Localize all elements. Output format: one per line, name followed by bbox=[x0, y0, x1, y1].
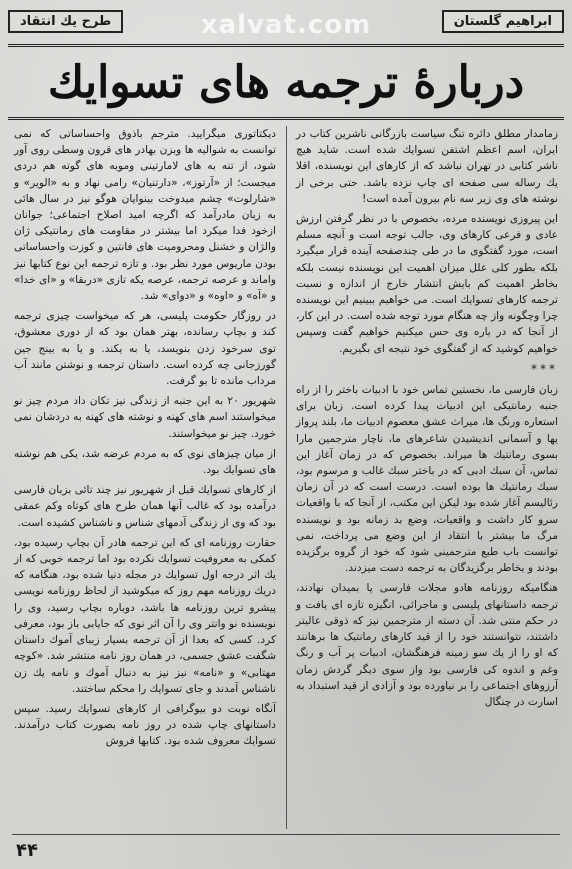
paragraph: این پیروزی نویسنده مرده، بخصوص با در نظر گرفتن ارزش عادی و فرعی کارهای وی، جالب توجه است و آنچه مسلم است، مورد گفتگوی ما در طی چندصفحه آینده قرار میگیرد بلکه بطور کلی علل میزان اهمیت این نویسنده نیست بلکه بخاطر اهمیت کم بایش انتشار خارج از اندازه و نسبت ترجمه کارهای تسوایك است. می خواهیم ببینیم این نویسنده چرا وچگونه واز چه هنگام مورد توجه شده است. در این کار، از آنجا که در باره وی حس میکنیم خواهیم گفت وسپس خواهیم کوشید که از گفتگوی خود نتیجه ای بگیریم. bbox=[296, 213, 558, 355]
left-column bbox=[14, 126, 276, 754]
paragraph: دیکتاتوری میگرایید. مترجم باذوق واحساساتی که نمی توانست به شوالیه ها وبزن بهادر های قرون وسطی روی آور شود، از تنه به های لامارتینی وموبه های گوته هم دردی میجست؛ از «آرتوز»، «دارتنیان» رامی نهاد و به «الویر» و «شارلوت» چشم میدوخت بینوایان هوگو نیز در سال هائی به زبان مادرآمد که اگرچه امید اصلاح اجتماعی؛ جوانان ازخود فدا میکرد اما بیشتر در مقاومت های رمانتیکی ژان والژان و خشنل ومحرومیت های فانتین و کوزت واحساساتی بودن ماریوس مورد نظر بود. و تازه ترجمه این نوع کتابها نیز واماند و عرصه ترجمه، عرصه یکه تازی «دربقا» و «ای خدا» و «آه» و «اوه» و «دوای» شد. bbox=[14, 128, 276, 303]
paragraph: زمامدار مطلق دائره تنگ سیاست بازرگانی ناشرین کتاب در ایران، اسم اعظم اشتفن تسوایك شده است. شاید هیچ ناشر کتابی در تهران نباشد که از کارهای این نویسنده، اقلا یك رساله سی صفحه ای چاپ نزده باشد. حتی برخی از نوشته های وی زیر سه نام بیرون آمده است! bbox=[296, 128, 558, 205]
right-column bbox=[296, 126, 558, 714]
footer-rule bbox=[12, 834, 560, 835]
paragraph: از میان چیزهای نوی که به مردم عرضه شد، یکی هم نوشته های تسوایك بود. bbox=[14, 447, 276, 477]
section-separator: *** bbox=[531, 361, 558, 376]
paragraph: شهریور ۲۰ به این جنبه از زندگی نیز تکان داد مردم چیز نو میخواستند اسم های کهنه و نوشته های کهنه به دردشان نمی خورد. چیز نو میخواستند. bbox=[14, 395, 276, 440]
page-header bbox=[8, 6, 564, 36]
paragraph: از کارهای تسوایك قبل از شهریور نیز چند تائی بزبان فارسی درآمده بود که غالب آنها همان طرح های کوتاه وکم عمقی بود که وی از زندگی آدمهای شناس و ناشناس کشیده است. bbox=[14, 484, 276, 529]
paragraph: حقارت روزنامه ای که این ترجمه هادر آن بچاپ رسیده بود، کمکی به معروفیت تسوایك نکرده بود اما ترجمه خوبی که از یك اثر درجه اول تسوایك در مجله دنیا شده بود، هنگامه که دریك روزنامه مهم روز که میکوشید از لحاظ روزنامه نویسی پیشرو ترین روزنامه ها باشد، دوباره بچاپ رسید، وی را نویسنده نو وانتر وی را آن اثر نوی که جایابی باز بود، معرفی کرد. کسی که بعدا از آن ترجمه بسیار زیبای آموك داستان شگفت عشق جسمی، در همان روز نامه منتشر شد. «کوچه مهتابی» و «نامه» نیز نیز به دنبال آموك و نامه یك زن ناشناس آمدند و جای تسوایك را محکم ساختند. bbox=[14, 536, 276, 695]
page-number: ۴۴ bbox=[16, 840, 38, 861]
article-title: دربارهٔ ترجمه های تسوایك bbox=[47, 56, 525, 108]
author-name: ابراهیم گلستان bbox=[442, 10, 564, 33]
paragraph: در روزگار حکومت پلیسی، هر که میخواست چیزی ترجمه کند و بچاپ رسانده، بهتر همان بود که از دوری معشوق، توی سرخود زدن بنویسد، یا به یکند. و یا به بینج جین گورزجانی چه کرده است. داستان ترجمه و نوشتن مانند آب مرداب مانده تا بو گرفت. bbox=[14, 310, 276, 388]
title-banner bbox=[8, 44, 564, 120]
paragraph: زبان فارسی ما، نخستین تماس خود با ادبیات باختر را از راه جنبه رمانتیکی این ادبیات پیدا کرده است. زبان برای استعاره ورنگ ها، میراث عشق معصوم ادبیات ما، بلند پرواز یها و آسمانی اندیشیدن شاعرهای ما، ناچار مترجمین مارا بسوی رمانتیك ها میراند. بخصوص که در زمان آغاز این تماس، آن سبك ادبی که در باختر سبك غالب و مرسوم بود، سبك رمانتیك ها بوده است. درست است که در آن زمان رئالیسم آغاز شده بود لیکن این مکتب، از آنجا که با واقعیات سرو کار داشت و واقعیات، وضع بد زمانه بود و نویسنده مرگ ما بیشتر با انتقاد از این وضع می پرداخت، نمی توانست باب طبع مترجمینی شود که خود از گروه برگزیده بودند و بخاطر برگزیدگان به ترجمه دست میزدند. bbox=[296, 384, 558, 575]
section-label: طرح یك انتقاد bbox=[8, 10, 123, 33]
watermark: xalvat.com bbox=[200, 10, 372, 40]
paragraph: آنگاه نوبت دو بیوگرافی از کارهای تسوایك رسید. سپس داستانهای چاپ شده در روز نامه بصورت کتاب درآمدند. تسوایك معروف شده بود. کتابها فروش bbox=[14, 702, 276, 748]
column-divider bbox=[286, 126, 287, 829]
paragraph: هنگامیکه روزنامه هادو مجلات فارسی پا بمیدان نهادند، ترجمه داستانهای پلیسی و ماجرائی، انگیزه تازه ای یافت و در حکم منتی شد. آن دسته از مترجمین نیز که ذوقی عالیتر داشتند، نتوانستند خود را از قید کارهای رمانتیک ها برهانند که او را از یك سو زمینه فرهنگشان، ادبیات پر آب و رنگ وغم و اندوه کی فارسی بود واز سوی دیگر گردش زمان آرزوهای اجتماعی را بر نیاورده بود و آزادی از قید استبداد به اسارت در چنگال bbox=[296, 582, 558, 708]
